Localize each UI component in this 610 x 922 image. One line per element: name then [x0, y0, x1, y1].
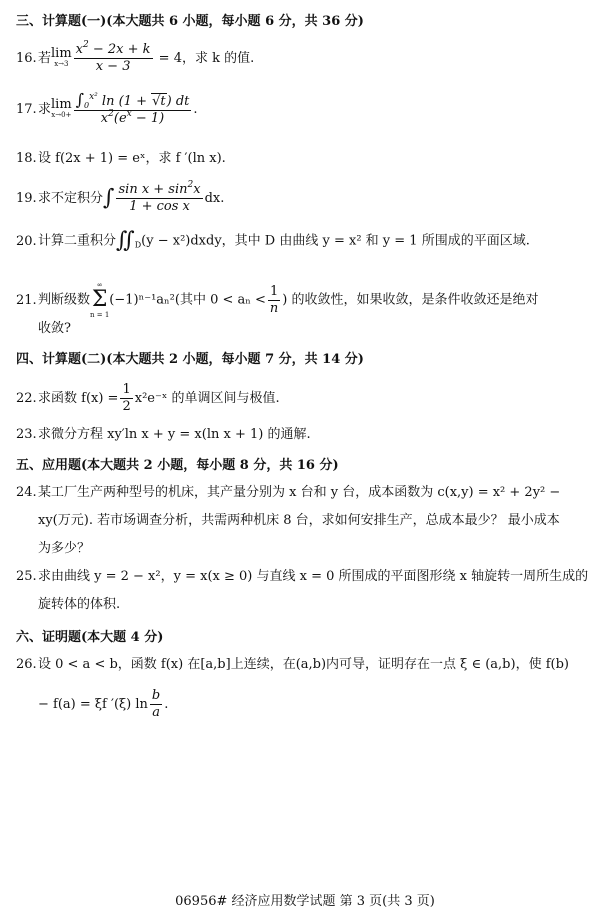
- fraction: $\frac{\int_0^{x^2} \ln (1 + √t) dt}{x^2(e^x - 1)}$: [75, 90, 190, 126]
- question-22: 22.求函数 f(x) = $\frac{1}{2}$ x²e⁻ˣ 的单调区间与极值.: [16, 382, 280, 414]
- question-18: 18.设 f(2x + 1) = eˣ，求 f ′(ln x).: [16, 151, 226, 166]
- section-5-heading: 五、应用题(本大题共 2 小题，每小题 8 分，共 16 分): [16, 458, 339, 473]
- fraction: $\frac{b}{a}$: [151, 688, 161, 720]
- question-16: 16.若lim x→3 $\frac{x^2 - 2x + k}{x - 3}$ = 4，求 k 的值.: [16, 40, 255, 74]
- section-6-heading: 六、证明题(本大题 4 分): [16, 630, 164, 645]
- fraction: $\frac{\sin x + \sin^2x}{\text{1 + cos x}}$: [118, 180, 201, 214]
- question-26-line-2: − f(a) = ξf ′(ξ) ln $\frac{b}{a}$ .: [38, 688, 169, 720]
- fraction: $\frac{x^2 - 2x + k}{x - 3}$: [75, 40, 151, 74]
- section-4-heading: 四、计算题(二)(本大题共 2 小题，每小题 7 分，共 14 分): [16, 352, 364, 367]
- question-25-line-2: 旋转体的体积.: [38, 597, 121, 612]
- page-footer: 06956# 经济应用数学试题 第 3 页(共 3 页): [175, 894, 435, 909]
- question-24: 24.某工厂生产两种型号的机床，其产量分别为 x 台和 y 台，成本函数为 c(x,y) = x² + 2y² −: [16, 485, 561, 500]
- limit: lim x→3: [51, 45, 72, 68]
- question-25: 25.求由曲线 y = 2 − x²，y = x(x ≥ 0) 与直线 x = 0 所围成的平面图形绕 x 轴旋转一周所生成的: [16, 569, 589, 584]
- section-3-heading: 三、计算题(一)(本大题共 6 小题，每小题 6 分，共 36 分): [16, 14, 364, 29]
- question-21: 21.判断级数 ∞ Σ n = 1 (−1)ⁿ⁻¹aₙ²(其中 0 < aₙ < $\frac{1}{n}$ ) 的收敛性，如果收敛，是条件收敛还是绝对: [16, 281, 539, 319]
- question-19: 19.求不定积分∫ $\frac{\sin x + \sin^2x}{\text{1 + cos x}}$ dx.: [16, 180, 225, 214]
- limit: lim x→0+: [51, 96, 72, 119]
- fraction: $\frac{1}{2}$: [122, 382, 131, 414]
- question-20: 20.计算二重积分$∬_D(y$ − x²)dxdy，其中 D 由曲线 y = x² 和 y = 1 所围成的平面区域.: [16, 228, 530, 253]
- question-21-continued: 收敛?: [38, 321, 71, 336]
- question-23: 23.求微分方程 xy′ln x + y = x(ln x + 1) 的通解.: [16, 427, 311, 442]
- question-17: 17.求lim x→0+ $\frac{\int_0^{x^2} \ln (1 + √t) dt}{x^2(e^x - 1)}$ .: [16, 90, 198, 126]
- question-24-line-3: 为多少？: [38, 541, 91, 556]
- question-26: 26.设 0 < a < b，函数 f(x) 在[a,b]上连续，在(a,b)内可导，证明存在一点 ξ ∈ (a,b)，使 f(b): [16, 657, 569, 672]
- fraction: $\frac{1}{n}$: [269, 283, 279, 316]
- summation: ∞ Σ n = 1: [90, 281, 110, 319]
- question-24-line-2: xy(万元). 若市场调查分析，共需两种机床 8 台，求如何安排生产，总成本最少？ 最小成本: [38, 513, 560, 528]
